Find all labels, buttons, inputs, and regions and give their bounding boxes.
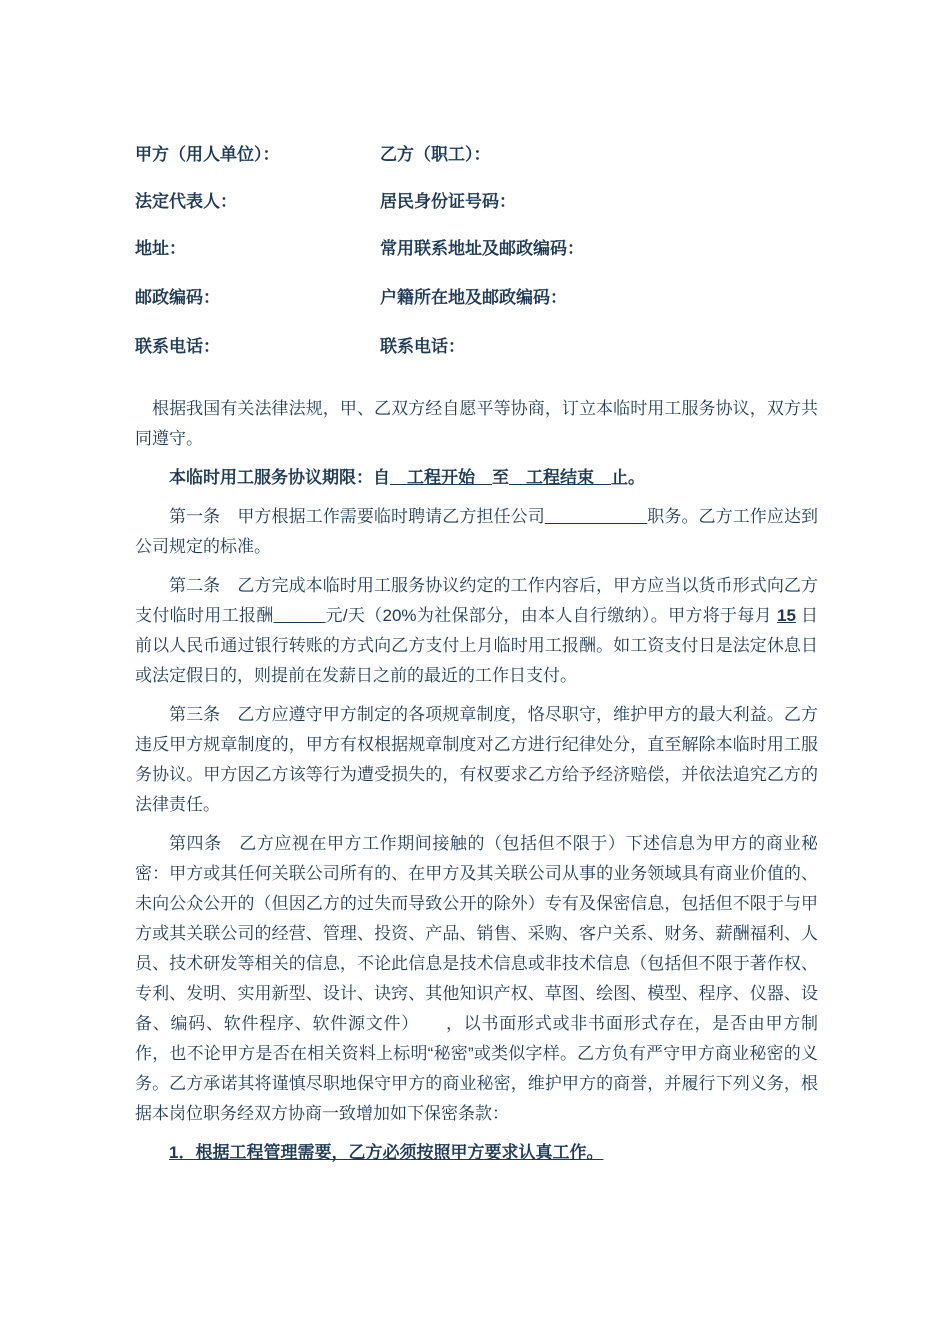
paragraph	[135, 1138, 818, 1168]
text-run: 第三条 乙方应遵守甲方制定的各项规章制度，恪尽职守，维护甲方的最大利益。乙方违反甲方规章制度的，甲方有权根据规章制度对乙方进行纪律处分，直至解除本临时用工服务协议。甲方因乙方该等行为遭受损失的，有权要求乙方给予经济赔偿，并依法追究乙方的法律责任。	[135, 705, 818, 814]
text-run: 元/天（20%为社保部分，由本人自行缴纳）。甲方将于每月	[325, 606, 778, 625]
text-run: 工程结束	[509, 468, 611, 487]
header-row	[135, 283, 818, 313]
text-run: 根据我国有关法律法规，甲、乙双方经自愿平等协商，订立本临时用工服务协议，双方共同遵守。	[135, 399, 818, 448]
text-run: 第二条 乙方完成本临时用工服务协议约定的工作内容后，甲方应当以货币形式向乙方支付临时用工报酬	[135, 576, 818, 625]
header-label-right: 联系电话：	[380, 337, 465, 356]
header-row	[135, 187, 818, 217]
header-label-left: 邮政编码：	[135, 288, 220, 307]
paragraph	[135, 394, 818, 454]
header-label-left: 法定代表人：	[135, 192, 237, 211]
blank-underline	[545, 507, 648, 526]
text-run: 至	[492, 468, 509, 487]
text-run: 止。	[611, 468, 645, 487]
paragraph	[135, 463, 818, 493]
header-label-right: 乙方（职工）：	[380, 145, 491, 164]
text-run: 工程开始	[390, 468, 492, 487]
header-row	[135, 234, 818, 264]
text-run: 本临时用工服务协议期限：自	[169, 468, 390, 487]
header-label-right: 居民身份证号码：	[380, 192, 516, 211]
header-label-left: 联系电话：	[135, 337, 220, 356]
text-run: 日前以人民币通过银行转账的方式向乙方支付上月临时用工报酬。如工资支付日是法定休息日或法定假日的，则提前在发薪日之前的最近的工作日支付。	[135, 606, 818, 685]
text-run: 1．根据工程管理需要，乙方必须按照甲方要求认真工作。	[169, 1143, 604, 1162]
text-run: 第一条 甲方根据工作需要临时聘请乙方担任公司	[169, 507, 545, 526]
header-label-right: 户籍所在地及邮政编码：	[380, 288, 567, 307]
paragraph	[135, 829, 818, 1129]
contract-body	[135, 394, 818, 1168]
header-label-left: 地址：	[135, 239, 186, 258]
text-run: 15	[777, 606, 796, 625]
header-label-right: 常用联系地址及邮政编码：	[380, 239, 584, 258]
paragraph	[135, 700, 818, 820]
contract-header	[135, 140, 818, 362]
text-run: 职务。乙方工作应达到公司规定的标准。	[135, 507, 819, 556]
blank-underline	[274, 606, 326, 625]
header-label-left: 甲方（用人单位）：	[135, 145, 280, 164]
header-row	[135, 332, 818, 362]
header-row	[135, 140, 818, 170]
paragraph	[135, 502, 818, 562]
paragraph	[135, 571, 818, 691]
text-run: 第四条 乙方应视在甲方工作期间接触的（包括但不限于）下述信息为甲方的商业秘密：甲方或其任何关联公司所有的、在甲方及其关联公司从事的业务领域具有商业价值的、未向公众公开的（但因乙方的过失而导致公开的除外）专有及保密信息，包括但不限于与甲方或其关联公司的经营、管理、投资、产品、销售、采购、客户关系、财务、薪酬福利、人员、技术研发等相关的信息，不论此信息是技术信息或非技术信息（包括但不限于著作权、专利、发明、实用新型、设计、诀窍、其他知识产权、草图、绘图、模型、程序、仪器、设备、编码、软件程序、软件源文件） ，以书面形式或非书面形式存在，是否由甲方制作，也不论甲方是否在相关资料上标明“秘密”或类似字样。乙方负有严守甲方商业秘密的义务。乙方承诺其将谨慎尽职地保守甲方的商业秘密，维护甲方的商誉，并履行下列义务，根据本岗位职务经双方协商一致增加如下保密条款：	[135, 834, 818, 1123]
